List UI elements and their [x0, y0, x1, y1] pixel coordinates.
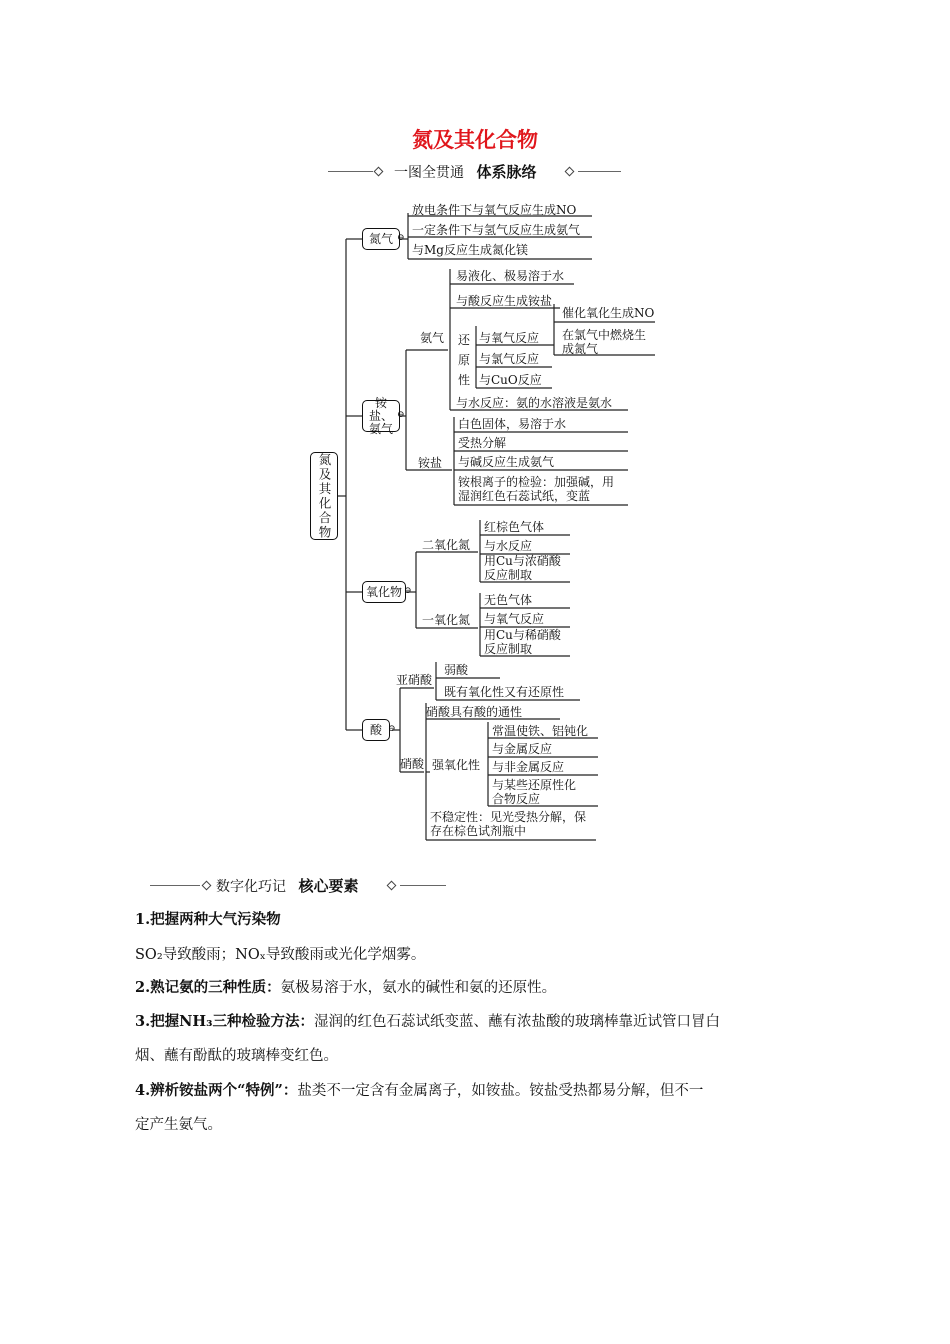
oxidizing-item: 与金属反应: [492, 742, 553, 756]
hno2-label: 亚硝酸: [396, 673, 433, 687]
point-3-cont: [135, 1046, 338, 1066]
ammonium-item: 白色固体，易溶于水: [458, 417, 567, 431]
n2-item: 一定条件下与氢气反应生成氨气: [412, 223, 581, 237]
hno3-label: 硝酸: [400, 757, 425, 771]
n2-item: 与Mg反应生成氮化镁: [412, 243, 528, 257]
point-body: 湿润的红色石蕊试纸变蓝、蘸有浓盐酸的玻璃棒靠近试管口冒白: [313, 1014, 720, 1030]
section-right: 体系脉络: [476, 163, 537, 181]
point-1: [135, 910, 281, 930]
reducibility-item: 与CuO反应: [479, 373, 542, 387]
ammonium-label: 铵盐: [418, 456, 443, 470]
node-acids: [362, 719, 390, 741]
ammonium-item: 受热分解: [458, 436, 507, 450]
point-head: 1.把握两种大气污染物: [135, 911, 281, 928]
diamond-icon: [387, 881, 397, 891]
node-acids-label: 酸: [369, 723, 382, 737]
point-body: 烟、蘸有酚酞的玻璃棒变红色。: [135, 1048, 338, 1064]
point-body: 氨极易溶于水，氨水的碱性和氨的还原性。: [280, 980, 557, 996]
node-ammonium-ammonia: [362, 395, 400, 436]
point-head: 3.把握NH₃三种检验方法：: [135, 1013, 314, 1030]
point-1-body: [135, 945, 425, 965]
section-left: 数字化巧记: [216, 879, 286, 895]
node-oxides: [362, 581, 406, 603]
no-item: 与氧气反应: [484, 612, 545, 626]
point-body: 盐类不一定含有金属离子，如铵盐。铵盐受热都易分解，但不一: [297, 1083, 704, 1099]
ammonia-item: 与酸反应生成铵盐: [456, 294, 553, 308]
collapse-icon: ⊖: [397, 410, 405, 420]
node-n2: [362, 228, 400, 250]
no2-item: 与水反应: [484, 539, 533, 553]
ammonia-water: 与水反应：氨的水溶液是氨水: [456, 396, 613, 410]
oxidizing-item: 常温使铁、铝钝化: [492, 724, 589, 738]
collapse-icon: ⊖: [388, 724, 396, 734]
no-label: 一氧化氮: [422, 613, 471, 627]
section-right: 核心要素: [298, 877, 359, 895]
node-oxides-label: 氧化物: [365, 585, 402, 599]
hno2-item: 弱酸: [444, 663, 469, 677]
hno3-unstable: 不稳定性：见光受热分解，保存在棕色试剂瓶中: [430, 810, 587, 838]
ammonia-item: 易液化、极易溶于水: [456, 269, 565, 283]
no-item: 无色气体: [484, 593, 533, 607]
oxidizing-item: 与非金属反应: [492, 760, 565, 774]
point-body: SO₂导致酸雨；NOₓ导致酸雨或光化学烟雾。: [135, 947, 426, 963]
section-left: 一图全贯通: [394, 165, 464, 181]
collapse-icon: ⊖: [397, 233, 405, 243]
hno3-general: 硝酸具有酸的通性: [426, 705, 523, 719]
banner-line: [400, 885, 446, 886]
reducibility-item: 与氧气反应: [479, 331, 540, 345]
point-head: 2.熟记氨的三种性质：: [135, 979, 281, 996]
oxidizing-label: 强氧化性: [432, 758, 481, 772]
oxidizing-item: 与某些还原性化合物反应: [492, 778, 577, 806]
point-4-cont: [135, 1115, 222, 1135]
no-item: 用Cu与稀硝酸反应制取: [484, 628, 561, 656]
hno2-item: 既有氧化性又有还原性: [444, 685, 565, 699]
ammonium-item: 铵根离子的检验：加强碱，用湿润红色石蕊试纸，变蓝: [458, 475, 615, 503]
reducibility-label: 还原性: [458, 333, 471, 387]
collapse-icon: ⊖: [404, 586, 412, 596]
point-head: 4.辨析铵盐两个“特例”：: [135, 1082, 298, 1099]
map-root: 氮及其化合物: [310, 452, 338, 540]
ammonia-label: 氨气: [420, 331, 445, 345]
no2-item: 红棕色气体: [484, 520, 545, 534]
no2-label: 二氧化氮: [422, 538, 471, 552]
ammonium-item: 与碱反应生成氨气: [458, 455, 555, 469]
section-banner-keys: [216, 875, 358, 896]
n2-item: 放电条件下与氧气反应生成NO: [412, 203, 577, 217]
o2-item: 在氯气中燃烧生成氮气: [562, 328, 647, 356]
point-3: [135, 1012, 720, 1032]
point-4: [135, 1081, 703, 1101]
node-ammonium-ammonia-label: 铵盐、氨气: [368, 395, 393, 436]
banner-line: [150, 885, 200, 886]
point-body: 定产生氨气。: [135, 1117, 222, 1133]
page-title: 氮及其化合物: [412, 127, 538, 152]
point-2: [135, 978, 556, 998]
reducibility-item: 与氯气反应: [479, 352, 540, 366]
diamond-icon: [202, 881, 212, 891]
node-n2-label: 氮气: [368, 232, 393, 246]
no2-item: 用Cu与浓硝酸反应制取: [484, 554, 561, 582]
o2-item: 催化氧化生成NO: [562, 306, 655, 320]
